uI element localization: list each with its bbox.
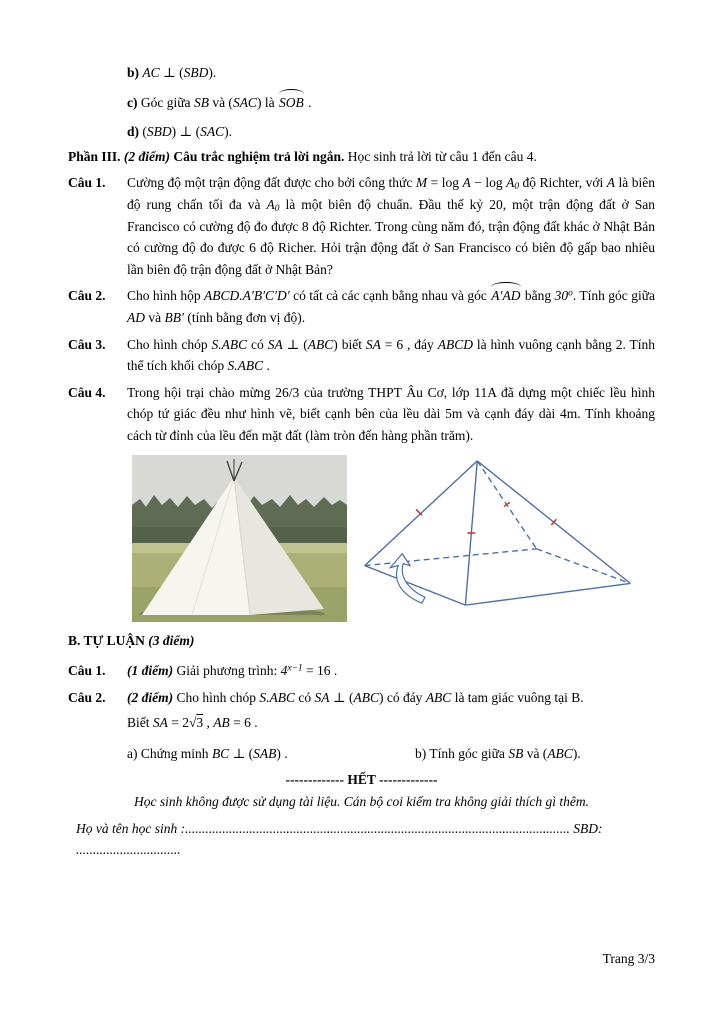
part3-header: Phần III. (2 điểm) Câu trắc nghiệm trả lời ngắn. Học sinh trả lời từ câu 1 đến câu 4. <box>68 148 537 164</box>
essay-question-1-body: (1 điểm) Giải phương trình: $4^{x-1} = 16$ . <box>127 663 338 679</box>
essay-question-1-label: Câu 1. <box>68 663 106 679</box>
section-b-heading: B. TỰ LUẬN (3 điểm) <box>68 632 195 648</box>
question-3-label: Câu 3. <box>68 336 106 352</box>
essay-question-2-part-b: b) Tính góc giữa SB và (ABC). <box>415 745 581 761</box>
question-2 <box>68 285 655 328</box>
figures-row <box>132 455 655 622</box>
question-4-label: Câu 4. <box>68 384 106 400</box>
exam-note: Học sinh không được sử dụng tài liệu. Cán bộ coi kiểm tra không giải thích gì thêm. <box>134 794 589 810</box>
question-3-body: Cho hình chóp S.ABC có SA ⊥ (ABC) biết SA = 6 , đáy ABCD là hình vuông cạnh bằng 2. Tính thể tích khối chóp S.ABC . <box>127 336 656 374</box>
essay-question-1 <box>68 660 655 682</box>
pyramid-line-drawing <box>356 455 639 615</box>
essay-question-2-body <box>127 687 655 765</box>
essay-question-2-line2: Biết SA = 2√3 , AB = 6 . <box>127 715 258 731</box>
essay-question-2-line1: (2 điểm) Cho hình chóp S.ABC có SA ⊥ (ABC) có đáy ABC là tam giác vuông tại B. <box>127 689 584 705</box>
essay-question-2-label: Câu 2. <box>68 689 106 705</box>
question-1 <box>68 172 655 280</box>
tent-photo <box>132 455 347 622</box>
essay-question-2-part-a: a) Chứng minh BC ⊥ (SAB) . <box>127 745 288 761</box>
answer-item-d: d) (SBD) ⊥ (SAC). <box>127 124 232 140</box>
essay-question-2 <box>68 687 655 765</box>
answer-item-c: c) Góc giữa SB và (SAC) là SOB . <box>127 92 655 114</box>
question-2-label: Câu 2. <box>68 288 106 304</box>
question-1-label: Câu 1. <box>68 175 106 191</box>
end-marker: ------------- HẾT ------------- <box>285 772 438 788</box>
answer-item-b: b) AC ⊥ (SBD). <box>127 65 217 80</box>
essay-question-2-parts <box>127 743 655 765</box>
question-4 <box>68 382 655 447</box>
question-1-body: Cường độ một trận động đất được cho bởi công thức M = log A − log A0 độ Richter, với A là biên độ rung chấn tối đa và A0 là một biên độ chuẩn. Đầu thế kỷ 20, một trận động đất ở San Francisco có cường độ đo được 8 độ Richter. Trong cùng năm đó, trận động đất khác ở Nhật Bản có cường độ đo được 6 độ Richer. Hỏi trận động đất ở San Francisco có biên độ gấp bao nhiêu lần biên độ trận động đất ở Nhật Bản? <box>127 175 656 277</box>
student-name-line: Họ và tên học sinh :.................................................................................................................. SBD: ............................... <box>76 820 603 858</box>
question-4-body: Trong hội trại chào mừng 26/3 của trường THPT Âu Cơ, lớp 11A đã dựng một chiếc lều hình chóp tứ giác đều như hình vẽ, biết cạnh bên của lều dài 5m và cạnh đáy dài 4m. Tính khoảng cách từ đỉnh của lều đến mặt đất (làm tròn đến hàng phần trăm). <box>127 384 655 443</box>
question-3 <box>68 334 655 377</box>
page-number: Trang 3/3 <box>602 951 655 966</box>
question-2-body: Cho hình hộp ABCD.A′B′C′D′ có tất cả các cạnh bằng nhau và góc A′AD bằng 30$^o$. Tính góc giữa AD và BB′ (tính bằng đơn vị độ). <box>127 285 655 328</box>
